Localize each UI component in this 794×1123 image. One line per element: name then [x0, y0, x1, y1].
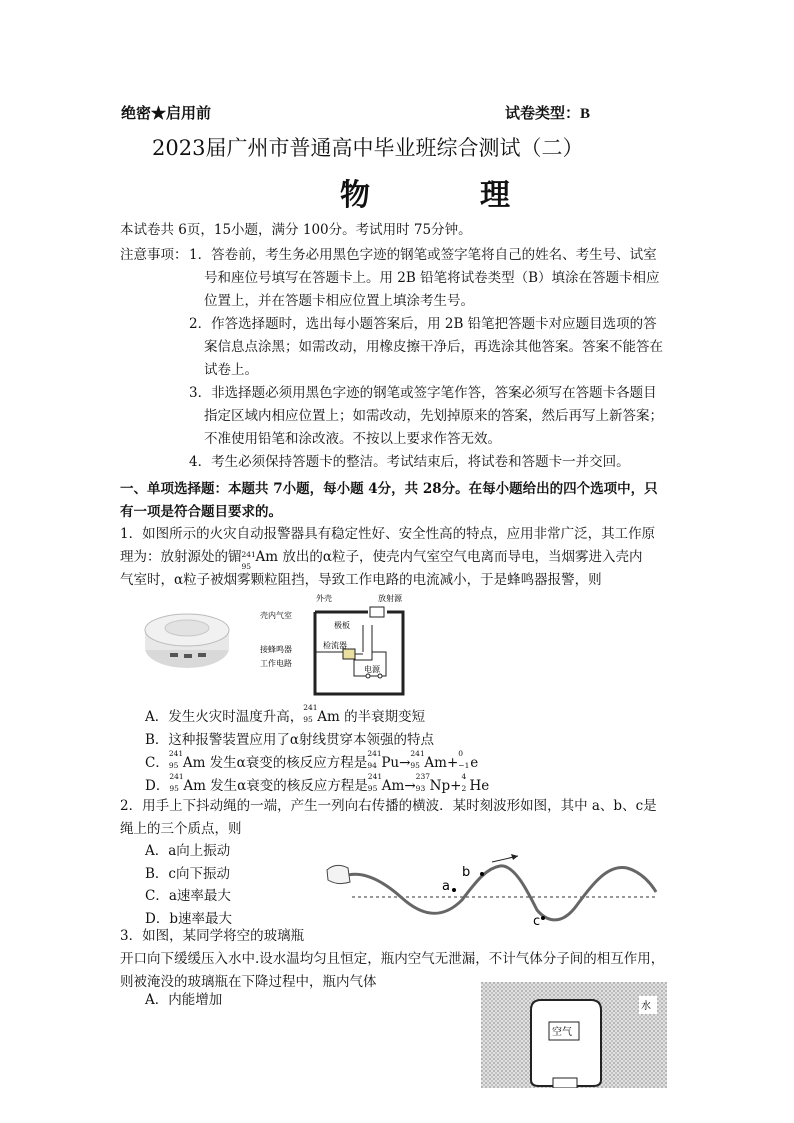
note-line: 1．答卷前，考生务必用黑色字迹的钢笔或签字笔将自己的姓名、考生号、试室 [189, 247, 657, 263]
point-a-label: a [442, 879, 450, 894]
note-item [189, 244, 709, 313]
note-line: 位置上，并在答题卡相应位置上填涂考生号。 [204, 293, 474, 309]
q2-line: 绳上的三个质点，则 [120, 821, 242, 837]
label-galvanometer: 检流器 [323, 641, 347, 650]
rope-wave-figure [322, 850, 662, 930]
q1-line: 理为：放射源处的镅 241 95 Am 放出的α粒子，使壳内气室空气电离而导电，当烟雾进入壳内 [120, 549, 643, 571]
smoke-detector-photo [140, 608, 235, 678]
note-item [189, 451, 709, 474]
question-1-stem [120, 523, 690, 592]
confidential-label: 绝密★启用前 [121, 106, 212, 122]
section-heading-line: 一、单项选择题：本题共 7小题，每小题 4分，共 28分。在每小题给出的四个选项中，只 [120, 481, 658, 497]
wave-rope [344, 866, 656, 920]
am-nuclide: 241 95 [241, 550, 256, 571]
label-plate: 极板 [334, 621, 350, 630]
q2-option-c[interactable]: C．a速率最大 [145, 888, 231, 904]
q3-option-a[interactable]: A．内能增加 [145, 992, 223, 1008]
q3-line: 3．如图，某同学将空的玻璃瓶 [120, 928, 305, 944]
section-heading [120, 478, 690, 524]
subject-title: 物 理 [340, 178, 550, 213]
label-circuit: 工作电路 [260, 659, 292, 668]
note-line: 号和座位号填写在答题卡上。用 2B 铅笔将试卷类型（B）填涂在答题卡相应 [204, 270, 660, 286]
q1-option-b[interactable]: B．这种报警装置应用了α射线贯穿本领强的特点 [145, 732, 435, 748]
notes-list [189, 244, 709, 474]
bottle-in-water-figure [481, 982, 667, 1088]
note-line: 试卷上。 [204, 362, 258, 378]
note-item [189, 382, 709, 451]
note-line: 案信息点涂黑；如需改动，用橡皮擦干净后，再选涂其他答案。答案不能答在 [204, 339, 663, 355]
q1-option-a[interactable]: A．发生火灾时温度升高， 241 95 Am 的半衰期变短 [145, 703, 426, 725]
label-source: 放射源 [378, 594, 402, 603]
paper-type-label: 试卷类型：B [505, 106, 591, 122]
label-power: 电源 [364, 665, 380, 674]
q3-line: 开口向下缓缓压入水中.设水温均匀且恒定，瓶内空气无泄漏，不计气体分子间的相互作用， [120, 951, 665, 967]
bottle [531, 1000, 601, 1086]
label-buzzer: 接蜂鸣器 [260, 645, 292, 654]
q2-option-b[interactable]: B．c向下振动 [145, 865, 230, 882]
q2-options [145, 840, 232, 930]
point-b-label: b [462, 865, 471, 880]
note-line: 不准使用铅笔和涂改液。不按以上要求作答无效。 [204, 431, 501, 447]
note-item [189, 313, 709, 382]
intro-text: 本试卷共 6页，15小题，满分 100分。考试用时 75分钟。 [120, 222, 472, 238]
alarm-circuit-diagram [260, 590, 415, 700]
note-line: 2．作答选择题时，选出每小题答案后，用 2B 铅笔把答题卡对应题目选项的答 [189, 316, 657, 332]
point-c-label: c [533, 914, 541, 929]
q1-option-d[interactable]: D． 241 95 Am 发生α衰变的核反应方程是 241 95 Am→ 237 93 Np+ 4 2 He [145, 772, 490, 794]
notes-label: 注意事项： [120, 247, 188, 263]
section-heading-line: 有一项是符合题目要求的。 [120, 504, 282, 520]
hand-icon [327, 865, 350, 883]
q2-option-d[interactable]: D．b速率最大 [145, 910, 232, 927]
q3-line: 则被淹没的玻璃瓶在下降过程中，瓶内气体 [120, 974, 377, 990]
q1-option-c[interactable]: C． 241 95 Am 发生α衰变的核反应方程是 241 94 Pu→ 241 95 Am+ 0 −1 e [145, 749, 479, 771]
water-label: 水 [641, 1001, 651, 1012]
q1-line: 气室时，α粒子被烟雾颗粒阻挡，导致工作电路的电流减小，于是蜂鸣器报警，则 [120, 572, 602, 588]
q1-line: 1．如图所示的火灾自动报警器具有稳定性好、安全性高的特点，应用非常广泛，其工作原 [120, 526, 656, 542]
note-line: 3．非选择题必须用黑色字迹的钢笔或签字笔作答，答案必须写在答题卡各题目 [189, 385, 657, 401]
note-line: 4．考生必须保持答题卡的整洁。考试结束后，将试卷和答题卡一并交回。 [189, 454, 630, 470]
exam-title: 2023届广州市普通高中毕业班综合测试（二） [152, 136, 584, 160]
q2-option-a[interactable]: A．a向上振动 [145, 843, 231, 859]
note-line: 指定区域内相应位置上；如需改动，先划掉原来的答案，然后再写上新答案； [204, 408, 663, 424]
air-label: 空气 [552, 1027, 572, 1038]
label-chamber: 壳内气室 [260, 611, 292, 620]
label-shell: 外壳 [316, 594, 332, 603]
question-2-stem [120, 795, 690, 841]
q2-line: 2．用手上下抖动绳的一端，产生一列向右传播的横波．某时刻波形如图，其中 a、b、c是 [120, 798, 657, 814]
